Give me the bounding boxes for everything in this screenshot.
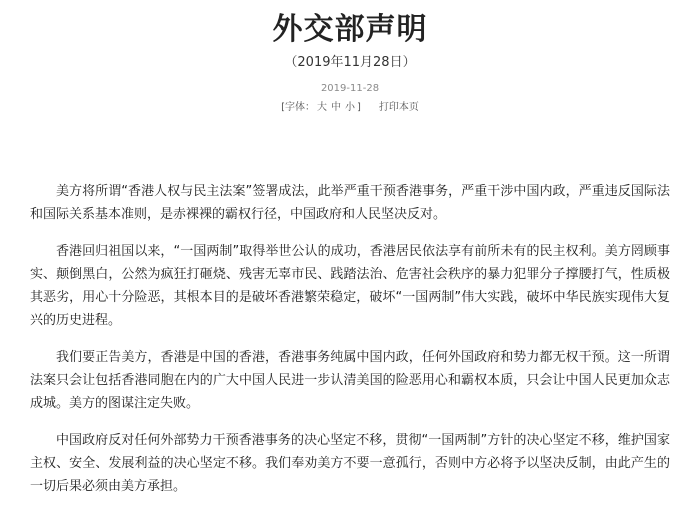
article-paragraph: 中国政府反对任何外部势力干预香港事务的决心坚定不移，贯彻“一国两制”方针的决心坚定不移，维护国家主权、安全、发展利益的决心坚定不移。我们奉劝美方不要一意孤行，否则中方必将予以坚决反制，由此产生的一切后果必须由美方承担。 [30,433,670,494]
font-size-label-close: ] [357,102,361,113]
print-page-link[interactable]: 打印本页 [378,102,419,113]
font-size-label-open: [字体： [281,102,315,113]
page-subtitle: （2019年11月28日） [284,55,416,70]
article-paragraph: 香港回归祖国以来，“一国两制”取得举世公认的成功，香港居民依法享有前所未有的民主权利。美方罔顾事实、颠倒黑白，公然为疯狂打砸烧、残害无辜市民、践踏法治、危害社会秩序的暴力犯罪分子撑腰打气，性质极其恶劣，用心十分险恶，其根本目的是破坏香港繁荣稳定，破坏“一国两制”伟大实践，破坏中华民族实现伟大复兴的历史进程。 [30,244,670,328]
font-size-small-button[interactable]: 小 [345,102,355,113]
publish-date: 2019-11-28 [320,83,380,94]
font-size-large-button[interactable]: 大 [317,102,327,113]
article-paragraph: 我们要正告美方，香港是中国的香港，香港事务纯属中国内政，任何外国政府和势力都无权干预。这一所谓法案只会让包括香港同胞在内的广大中国人民进一步认清美国的险恶用心和霸权本质，只会让中国人民更加众志成城。美方的图谋注定失败。 [30,350,670,411]
page-title: 外交部声明 [272,12,428,47]
font-size-medium-button[interactable]: 中 [331,102,341,113]
article-body [30,180,670,512]
article-tools [30,101,670,115]
article-paragraph: 美方将所谓“香港人权与民主法案”签署成法，此举严重干预香港事务，严重干涉中国内政，严重违反国际法和国际关系基本准则，是赤裸裸的霸权行径，中国政府和人民坚决反对。 [30,184,670,222]
